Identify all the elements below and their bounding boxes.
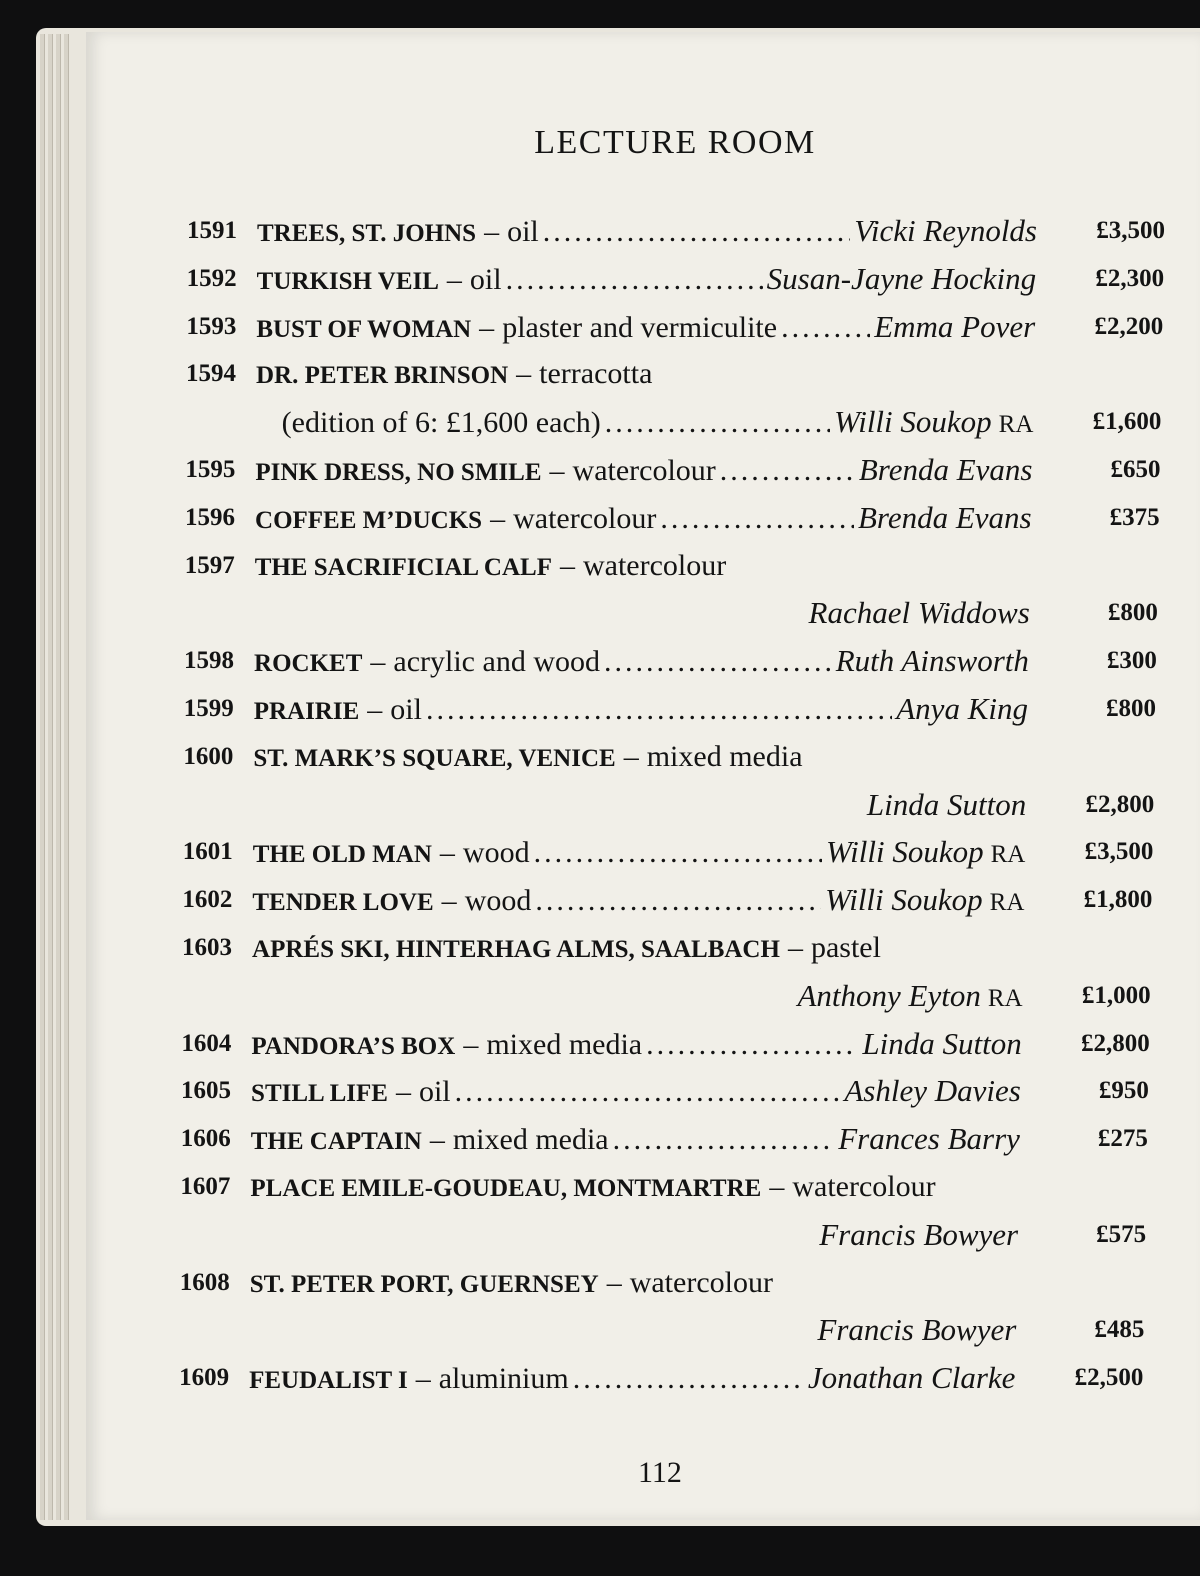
dash-separator: –	[484, 501, 512, 535]
dot-leader	[720, 448, 855, 494]
entry-artist: Brenda Evans	[857, 499, 1032, 535]
entry-line	[250, 1212, 1018, 1258]
dash-separator: –	[600, 1265, 628, 1299]
catalogue-entry	[184, 686, 1156, 732]
catalogue-entry	[182, 925, 1151, 971]
entry-number: 1607	[180, 1173, 231, 1200]
edition-note: (edition of 6: £1,600 each)	[281, 406, 601, 440]
entry-medium: wood	[462, 836, 530, 870]
dot-leader	[543, 209, 850, 255]
entry-price: £3,500	[1084, 838, 1154, 866]
entry-artist: Emma Pover	[874, 308, 1036, 344]
dot-leader	[781, 305, 870, 351]
artist-honour: RA	[987, 984, 1023, 1012]
dot-leader	[534, 830, 822, 876]
entry-medium: pastel	[810, 931, 881, 964]
dash-separator: –	[440, 262, 468, 296]
catalogue-entry-continued	[184, 590, 1157, 636]
entry-line	[257, 208, 1037, 257]
entry-price: £1,600	[1092, 408, 1162, 436]
entry-artist: Willi Soukop	[825, 882, 983, 918]
catalogue-entry	[180, 1164, 1147, 1210]
entry-title: TURKISH VEIL	[256, 267, 439, 295]
entry-artist: Jonathan Clarke	[807, 1360, 1016, 1396]
dot-leader	[426, 687, 892, 733]
entry-line	[256, 304, 1035, 353]
entry-artist: Linda Sutton	[862, 1025, 1022, 1061]
entry-artist: Ashley Davies	[844, 1073, 1021, 1109]
dash-separator: –	[543, 454, 571, 487]
entry-title: APRÉS SKI, HINTERHAG ALMS, SAALBACH	[252, 936, 780, 963]
entry-number: 1597	[184, 551, 235, 579]
entry-line	[251, 1116, 1020, 1165]
catalogue-entry-continued	[182, 973, 1151, 1019]
catalogue-entry	[181, 1068, 1149, 1114]
entry-medium: watercolour	[582, 548, 727, 582]
entry-price: £800	[1106, 695, 1156, 722]
entry-medium: terracotta	[539, 357, 653, 391]
entry-artist: Linda Sutton	[866, 786, 1027, 822]
entry-line	[257, 256, 1036, 305]
entry-number: 1596	[185, 503, 236, 531]
entry-number: 1609	[179, 1364, 230, 1392]
dot-leader	[646, 1022, 858, 1068]
entry-title: DR. PETER BRINSON	[256, 362, 509, 390]
entry-number: 1601	[182, 838, 233, 866]
dot-leader	[535, 878, 821, 924]
catalogue-entry	[180, 1260, 1145, 1306]
entry-medium: plaster and vermiculite	[502, 310, 778, 344]
entry-line	[254, 686, 1028, 735]
entry-title: PANDORA’S BOX	[251, 1032, 456, 1060]
entry-line	[252, 925, 1023, 973]
entry-line	[252, 877, 1024, 926]
catalogue-entry	[185, 495, 1160, 541]
dash-separator: –	[361, 693, 389, 726]
dash-separator: –	[389, 1075, 417, 1109]
entry-title: THE OLD MAN	[252, 841, 432, 869]
entry-line	[253, 829, 1026, 878]
catalogue-entry	[183, 829, 1154, 875]
dot-leader	[573, 1356, 804, 1402]
entry-price: £650	[1110, 456, 1161, 483]
entry-medium: mixed media	[486, 1027, 643, 1061]
entry-number: 1604	[181, 1029, 232, 1057]
dot-leader	[455, 1069, 841, 1115]
entry-line	[254, 638, 1029, 687]
entry-artist: Willi Soukop	[834, 404, 992, 440]
dash-separator: –	[478, 215, 506, 248]
entry-title: PRAIRIE	[253, 698, 360, 725]
dash-separator: –	[409, 1362, 437, 1396]
entry-artist: Vicki Reynolds	[854, 213, 1037, 248]
entry-price: £300	[1106, 647, 1157, 675]
entry-artist: Brenda Evans	[858, 452, 1033, 487]
artist-honour: RA	[998, 411, 1034, 439]
catalogue-entry-continued	[180, 1212, 1146, 1258]
entry-title: TREES, ST. JOHNS	[257, 220, 477, 247]
entry-price: £485	[1094, 1316, 1145, 1344]
entry-medium: mixed media	[452, 1123, 609, 1157]
entry-line	[249, 1355, 1015, 1404]
entry-medium: watercolour	[572, 454, 716, 487]
dash-separator: –	[473, 310, 501, 344]
dash-separator: –	[617, 739, 645, 773]
entry-medium: oil	[507, 215, 539, 248]
entry-line	[253, 782, 1026, 828]
entry-price: £575	[1096, 1220, 1147, 1248]
entry-price: £1,000	[1081, 981, 1151, 1009]
catalogue-entry-continued	[183, 782, 1154, 828]
entry-artist: Anya King	[896, 691, 1028, 726]
entry-number: 1594	[186, 360, 236, 388]
entry-title: BUST OF WOMAN	[256, 315, 472, 343]
entry-price: £2,200	[1094, 312, 1164, 340]
entry-artist: Willi Soukop	[826, 834, 984, 870]
entry-number: 1600	[183, 742, 234, 770]
entry-medium: watercolour	[629, 1265, 773, 1299]
entry-title: ST. MARK’S SQUARE, VENICE	[253, 744, 616, 772]
entry-line	[256, 351, 1034, 399]
entry-price: £2,300	[1095, 264, 1165, 292]
entry-medium: acrylic and wood	[393, 645, 600, 679]
entry-price: £2,500	[1074, 1364, 1144, 1392]
entry-medium: oil	[418, 1075, 451, 1109]
entry-medium: watercolour	[513, 501, 657, 535]
dot-leader	[613, 1117, 835, 1163]
entry-title: ROCKET	[254, 650, 363, 678]
entry-line	[253, 734, 1027, 782]
entry-price: £800	[1107, 599, 1158, 627]
entry-title: PINK DRESS, NO SMILE	[255, 459, 542, 486]
entry-price: £2,800	[1080, 1029, 1150, 1057]
catalogue-entry	[187, 256, 1164, 302]
dash-separator: –	[781, 931, 809, 964]
entry-number: 1606	[180, 1125, 231, 1153]
entry-number: 1595	[185, 456, 236, 483]
catalogue-entry	[179, 1355, 1143, 1401]
catalogue-entry	[186, 351, 1162, 397]
entry-line	[255, 543, 1031, 591]
entry-line	[250, 1164, 1019, 1212]
entry-title: FEUDALIST I	[249, 1367, 408, 1395]
entry-number: 1602	[182, 886, 233, 914]
catalogue-entry	[183, 734, 1155, 780]
entry-line	[254, 590, 1029, 636]
entry-number: 1592	[186, 264, 237, 292]
entry-artist: Francis Bowyer	[817, 1312, 1017, 1348]
entry-title: TENDER LOVE	[252, 889, 434, 917]
entry-title: THE SACRIFICIAL CALF	[254, 553, 552, 581]
page-number: 112	[638, 1456, 682, 1489]
dot-leader	[604, 639, 832, 685]
entry-title: COFFEE M’DUCKS	[255, 506, 483, 534]
dash-separator: –	[510, 357, 538, 391]
entry-line	[255, 495, 1032, 544]
catalogue-entry	[181, 1116, 1148, 1162]
dot-leader	[506, 257, 763, 303]
catalogue-entry	[185, 543, 1159, 589]
catalogue-entry-continued	[179, 1307, 1144, 1353]
catalogue-entry	[186, 304, 1163, 350]
artist-honour: RA	[990, 841, 1026, 869]
entry-artist: Susan-Jayne Hocking	[766, 260, 1037, 296]
catalogue-entry	[185, 447, 1160, 493]
entry-artist: Anthony Eyton	[797, 977, 981, 1013]
catalogue-entry	[181, 1021, 1149, 1067]
entry-artist: Ruth Ainsworth	[835, 643, 1029, 679]
entry-medium: watercolour	[792, 1170, 936, 1203]
entry-price: £3,500	[1096, 217, 1165, 244]
dash-separator: –	[433, 836, 461, 870]
dash-separator: –	[763, 1170, 791, 1203]
entry-title: THE CAPTAIN	[250, 1128, 422, 1156]
entry-line	[249, 1307, 1016, 1353]
entry-number: 1603	[182, 934, 233, 961]
dash-separator: –	[423, 1123, 451, 1157]
entry-artist: Frances Barry	[838, 1121, 1020, 1157]
entry-number: 1608	[179, 1268, 230, 1296]
entry-number: 1591	[187, 217, 237, 244]
entry-price: £275	[1097, 1125, 1148, 1153]
entry-line	[252, 973, 1023, 1022]
entry-price: £375	[1109, 503, 1160, 531]
entry-number: 1593	[186, 312, 237, 340]
entry-number: 1605	[181, 1077, 232, 1105]
entry-medium: wood	[464, 884, 532, 918]
entry-title: PLACE EMILE-GOUDEAU, MONTMARTRE	[250, 1175, 762, 1202]
entry-medium: aluminium	[438, 1362, 569, 1396]
entry-line	[282, 399, 1034, 448]
entry-line	[255, 447, 1032, 496]
dot-leader	[605, 400, 830, 446]
entry-medium: oil	[390, 693, 422, 726]
entry-medium: oil	[469, 262, 502, 296]
entry-line	[250, 1260, 1017, 1308]
entry-medium: mixed media	[646, 739, 803, 773]
entry-line	[251, 1021, 1021, 1070]
entry-price: £950	[1098, 1077, 1149, 1105]
entry-number: 1598	[184, 647, 235, 675]
entry-title: STILL LIFE	[251, 1080, 388, 1108]
entry-artist: Francis Bowyer	[819, 1216, 1019, 1252]
dash-separator: –	[364, 645, 392, 679]
entry-price: £1,800	[1083, 886, 1153, 914]
entry-line	[251, 1068, 1021, 1117]
catalogue-entry-continued	[186, 399, 1162, 445]
dash-separator: –	[457, 1027, 485, 1061]
artist-honour: RA	[989, 889, 1025, 917]
dash-separator: –	[435, 884, 463, 918]
catalogue-entry	[182, 877, 1152, 923]
dash-separator: –	[553, 548, 581, 582]
catalogue-entry	[187, 208, 1165, 254]
entry-number: 1599	[183, 695, 234, 722]
catalogue-entry	[184, 638, 1157, 684]
entry-artist: Rachael Widdows	[808, 595, 1030, 631]
entry-price: £2,800	[1085, 790, 1155, 818]
page-heading: LECTURE ROOM	[534, 124, 816, 161]
dot-leader	[660, 496, 854, 542]
entry-title: ST. PETER PORT, GUERNSEY	[249, 1270, 599, 1298]
